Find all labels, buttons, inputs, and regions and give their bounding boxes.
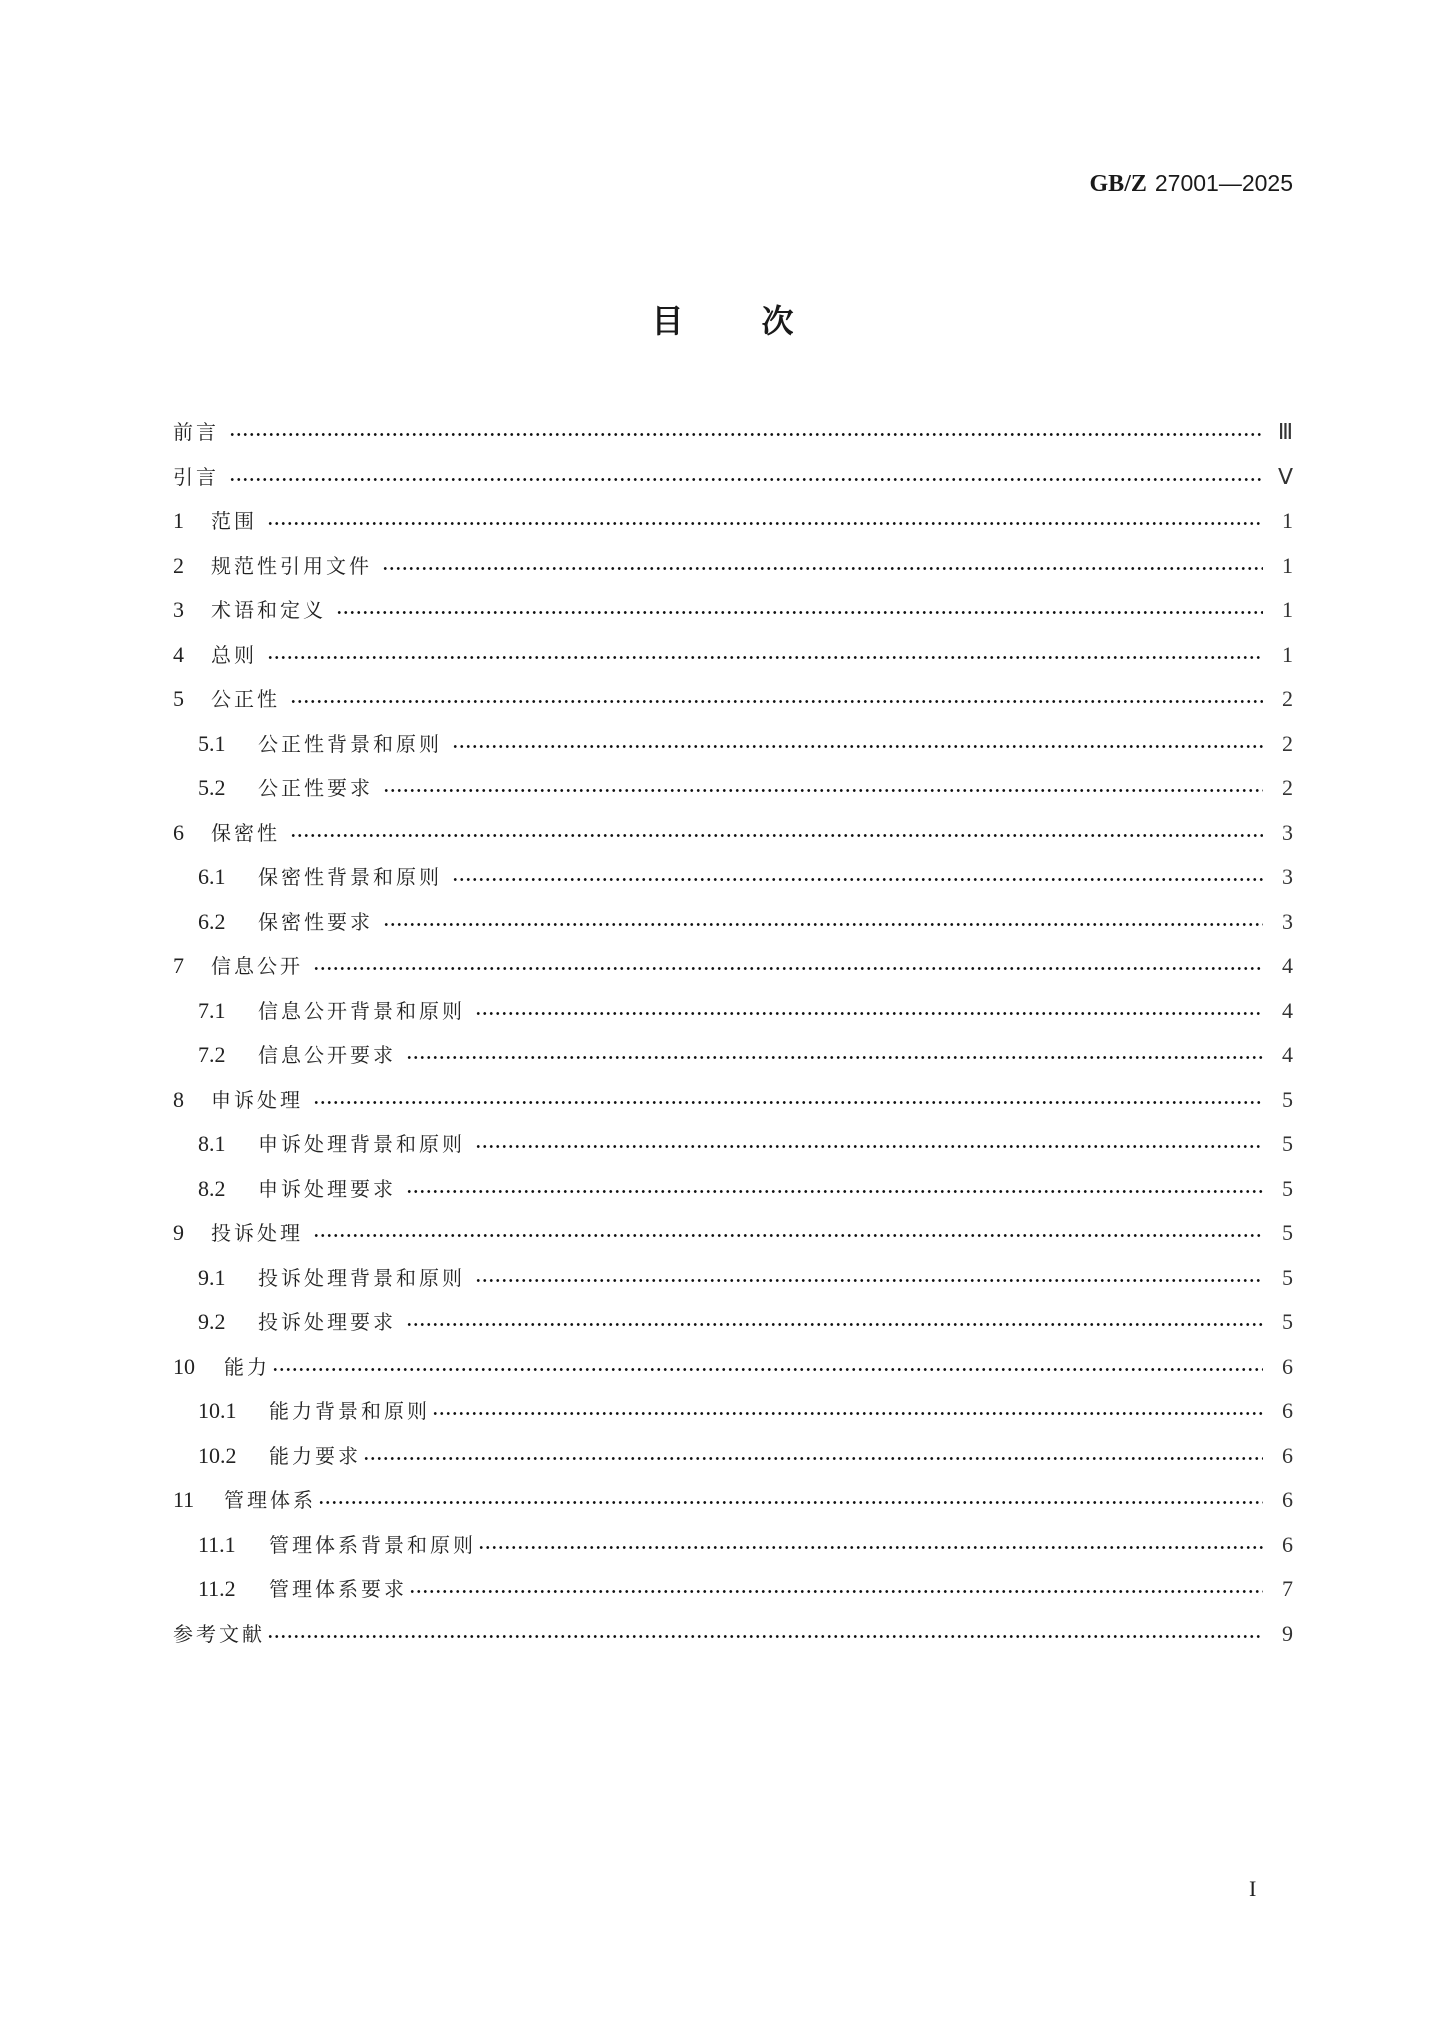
dot-leader: [383, 900, 1263, 945]
toc-entry-page[interactable]: 3: [1282, 864, 1293, 889]
toc-entry-title[interactable]: 保密性: [211, 820, 280, 845]
dot-leader: [383, 766, 1263, 811]
toc-entry-title[interactable]: 信息公开背景和原则: [258, 998, 465, 1023]
dot-leader: [452, 855, 1263, 900]
toc-entry-number: 5: [173, 686, 184, 711]
toc-entry[interactable]: [173, 766, 1293, 811]
toc-entry-page[interactable]: 5: [1282, 1264, 1293, 1290]
toc-entry-number: 7.2: [198, 1042, 226, 1067]
standard-number: 27001—2025: [1154, 170, 1293, 196]
dot-leader: [432, 1389, 1263, 1434]
toc-entry[interactable]: [173, 1122, 1293, 1167]
toc-entry-number: 9.1: [198, 1264, 226, 1290]
toc-entry-page[interactable]: 2: [1282, 775, 1293, 800]
toc-entry[interactable]: [173, 1434, 1293, 1479]
table-of-contents: [173, 410, 1293, 1656]
toc-entry-page[interactable]: Ⅴ: [1277, 463, 1293, 489]
toc-entry-title[interactable]: 投诉处理背景和原则: [258, 1265, 465, 1290]
toc-entry[interactable]: [173, 1345, 1293, 1390]
toc-entry-page[interactable]: 6: [1282, 1353, 1293, 1379]
toc-entry-number: 4: [173, 641, 184, 667]
toc-entry-title[interactable]: 能力背景和原则: [269, 1399, 430, 1423]
toc-entry-page[interactable]: 6: [1282, 1487, 1293, 1512]
toc-entry[interactable]: [173, 410, 1293, 455]
toc-entry[interactable]: [173, 1300, 1293, 1345]
toc-entry-number: 7.1: [198, 997, 226, 1023]
page-number: I: [1249, 1876, 1257, 1901]
dot-leader: [267, 633, 1263, 678]
dot-leader: [313, 944, 1263, 989]
toc-entry-number: 9.2: [198, 1309, 226, 1334]
toc-entry[interactable]: [173, 633, 1293, 678]
toc-entry[interactable]: [173, 1478, 1293, 1523]
dot-leader: [406, 1300, 1263, 1345]
toc-entry-title[interactable]: 公正性要求: [258, 776, 373, 800]
toc-entry-page[interactable]: 6: [1282, 1531, 1293, 1557]
toc-entry-title[interactable]: 前言: [173, 420, 219, 444]
dot-leader: [475, 1256, 1263, 1301]
toc-entry[interactable]: [173, 1211, 1293, 1256]
toc-entry-number: 5.1: [198, 730, 226, 756]
toc-entry-page[interactable]: Ⅲ: [1277, 419, 1293, 444]
dot-leader: [382, 544, 1263, 589]
toc-entry-page[interactable]: 5: [1282, 1131, 1293, 1156]
toc-entry-number: 1: [173, 508, 184, 533]
toc-entry[interactable]: [173, 544, 1293, 589]
dot-leader: [475, 989, 1263, 1034]
toc-entry[interactable]: [173, 1033, 1293, 1078]
toc-entry-title[interactable]: 术语和定义: [211, 598, 326, 622]
toc-entry-title[interactable]: 管理体系背景和原则: [269, 1532, 476, 1557]
dot-leader: [452, 722, 1263, 767]
toc-entry-title[interactable]: 公正性: [211, 687, 280, 711]
toc-entry-title[interactable]: 投诉处理要求: [258, 1310, 396, 1334]
toc-entry-page[interactable]: 4: [1282, 1042, 1293, 1067]
toc-entry[interactable]: [173, 722, 1293, 767]
dot-leader: [475, 1122, 1263, 1167]
toc-entry-number: 7: [173, 953, 184, 978]
toc-entry-page[interactable]: 3: [1282, 819, 1293, 845]
toc-entry-number: 11: [173, 1487, 195, 1512]
toc-entry-page[interactable]: 9: [1282, 1620, 1293, 1646]
toc-entry-title[interactable]: 管理体系: [224, 1488, 316, 1512]
toc-entry-number: 6.1: [198, 864, 226, 889]
toc-entry[interactable]: [173, 1523, 1293, 1568]
dot-leader: [229, 410, 1263, 455]
toc-entry[interactable]: [173, 944, 1293, 989]
toc-entry-page[interactable]: 1: [1282, 597, 1293, 622]
toc-entry[interactable]: [173, 1567, 1293, 1612]
dot-leader: [290, 811, 1263, 856]
dot-leader: [478, 1523, 1263, 1568]
dot-leader: [406, 1167, 1263, 1212]
toc-entry-page[interactable]: 4: [1282, 953, 1293, 978]
toc-entry-page[interactable]: 1: [1282, 508, 1293, 533]
toc-entry-number: 10.1: [198, 1398, 237, 1423]
toc-entry-title[interactable]: 保密性背景和原则: [258, 865, 442, 889]
dot-leader: [290, 677, 1263, 722]
toc-entry-title[interactable]: 参考文献: [173, 1621, 265, 1646]
toc-entry-page[interactable]: 2: [1282, 686, 1293, 711]
dot-leader: [363, 1434, 1263, 1479]
toc-entry-number: 6: [173, 819, 184, 845]
toc-entry-title[interactable]: 能力要求: [269, 1443, 361, 1468]
toc-entry-title[interactable]: 投诉处理: [211, 1221, 303, 1245]
toc-entry[interactable]: [173, 677, 1293, 722]
toc-entry-title[interactable]: 范围: [211, 509, 257, 533]
toc-entry-number: 10: [173, 1353, 195, 1379]
dot-leader: [229, 455, 1263, 500]
dot-leader: [318, 1478, 1263, 1523]
toc-entry-number: 8: [173, 1086, 184, 1112]
dot-leader: [313, 1078, 1263, 1123]
page-title: 目次: [651, 302, 872, 340]
toc-entry-page[interactable]: 5: [1282, 1175, 1293, 1201]
toc-entry-number: 9: [173, 1220, 184, 1245]
dot-leader: [267, 499, 1263, 544]
toc-entry[interactable]: [173, 1612, 1293, 1657]
toc-entry-page[interactable]: 5: [1282, 1309, 1293, 1334]
toc-entry-number: 8.1: [198, 1131, 226, 1156]
toc-entry[interactable]: [173, 1256, 1293, 1301]
toc-entry-title[interactable]: 引言: [173, 464, 219, 489]
toc-entry[interactable]: [173, 811, 1293, 856]
toc-entry-page[interactable]: 1: [1282, 552, 1293, 578]
toc-entry-page[interactable]: 4: [1282, 997, 1293, 1023]
toc-entry[interactable]: [173, 989, 1293, 1034]
toc-entry[interactable]: [173, 455, 1293, 500]
toc-entry-title[interactable]: 申诉处理要求: [258, 1176, 396, 1201]
toc-entry-page[interactable]: 7: [1282, 1576, 1293, 1601]
toc-entry-title[interactable]: 公正性背景和原则: [258, 731, 442, 756]
dot-leader: [272, 1345, 1263, 1390]
toc-entry[interactable]: [173, 1167, 1293, 1212]
toc-entry[interactable]: [173, 1389, 1293, 1434]
toc-entry-number: 11.2: [198, 1576, 236, 1601]
toc-entry-page[interactable]: 6: [1282, 1398, 1293, 1423]
toc-entry-number: 5.2: [198, 775, 226, 800]
dot-leader: [406, 1033, 1263, 1078]
toc-entry-title[interactable]: 申诉处理: [211, 1087, 303, 1112]
toc-entry-page[interactable]: 1: [1282, 641, 1293, 667]
toc-entry-number: 11.1: [198, 1531, 236, 1557]
toc-entry-page[interactable]: 5: [1282, 1086, 1293, 1112]
toc-entry-title[interactable]: 总则: [211, 642, 257, 667]
toc-entry-number: 6.2: [198, 908, 226, 934]
toc-entry-page[interactable]: 6: [1282, 1442, 1293, 1468]
toc-entry-title[interactable]: 信息公开: [211, 954, 303, 978]
dot-leader: [313, 1211, 1263, 1256]
toc-entry-page[interactable]: 3: [1282, 908, 1293, 934]
toc-entry[interactable]: [173, 855, 1293, 900]
toc-entry[interactable]: [173, 499, 1293, 544]
standard-code: [1090, 170, 1293, 198]
toc-entry-number: 8.2: [198, 1175, 226, 1201]
toc-entry-title[interactable]: 申诉处理背景和原则: [258, 1132, 465, 1156]
toc-entry-page[interactable]: 5: [1282, 1220, 1293, 1245]
toc-entry-number: 2: [173, 552, 184, 578]
toc-entry-title[interactable]: 管理体系要求: [269, 1577, 407, 1601]
toc-entry-number: 10.2: [198, 1442, 237, 1468]
toc-entry-title[interactable]: 规范性引用文件: [211, 553, 372, 578]
toc-entry-number: 3: [173, 597, 184, 622]
toc-entry[interactable]: [173, 1078, 1293, 1123]
dot-leader: [267, 1612, 1263, 1657]
standard-prefix: GB/Z: [1089, 171, 1147, 197]
toc-entry-title[interactable]: 能力: [224, 1354, 270, 1379]
dot-leader: [409, 1567, 1263, 1612]
toc-entry[interactable]: [173, 588, 1293, 633]
toc-entry[interactable]: [173, 900, 1293, 945]
dot-leader: [336, 588, 1263, 633]
toc-entry-title[interactable]: 信息公开要求: [258, 1043, 396, 1067]
toc-entry-title[interactable]: 保密性要求: [258, 909, 373, 934]
toc-entry-page[interactable]: 2: [1282, 730, 1293, 756]
